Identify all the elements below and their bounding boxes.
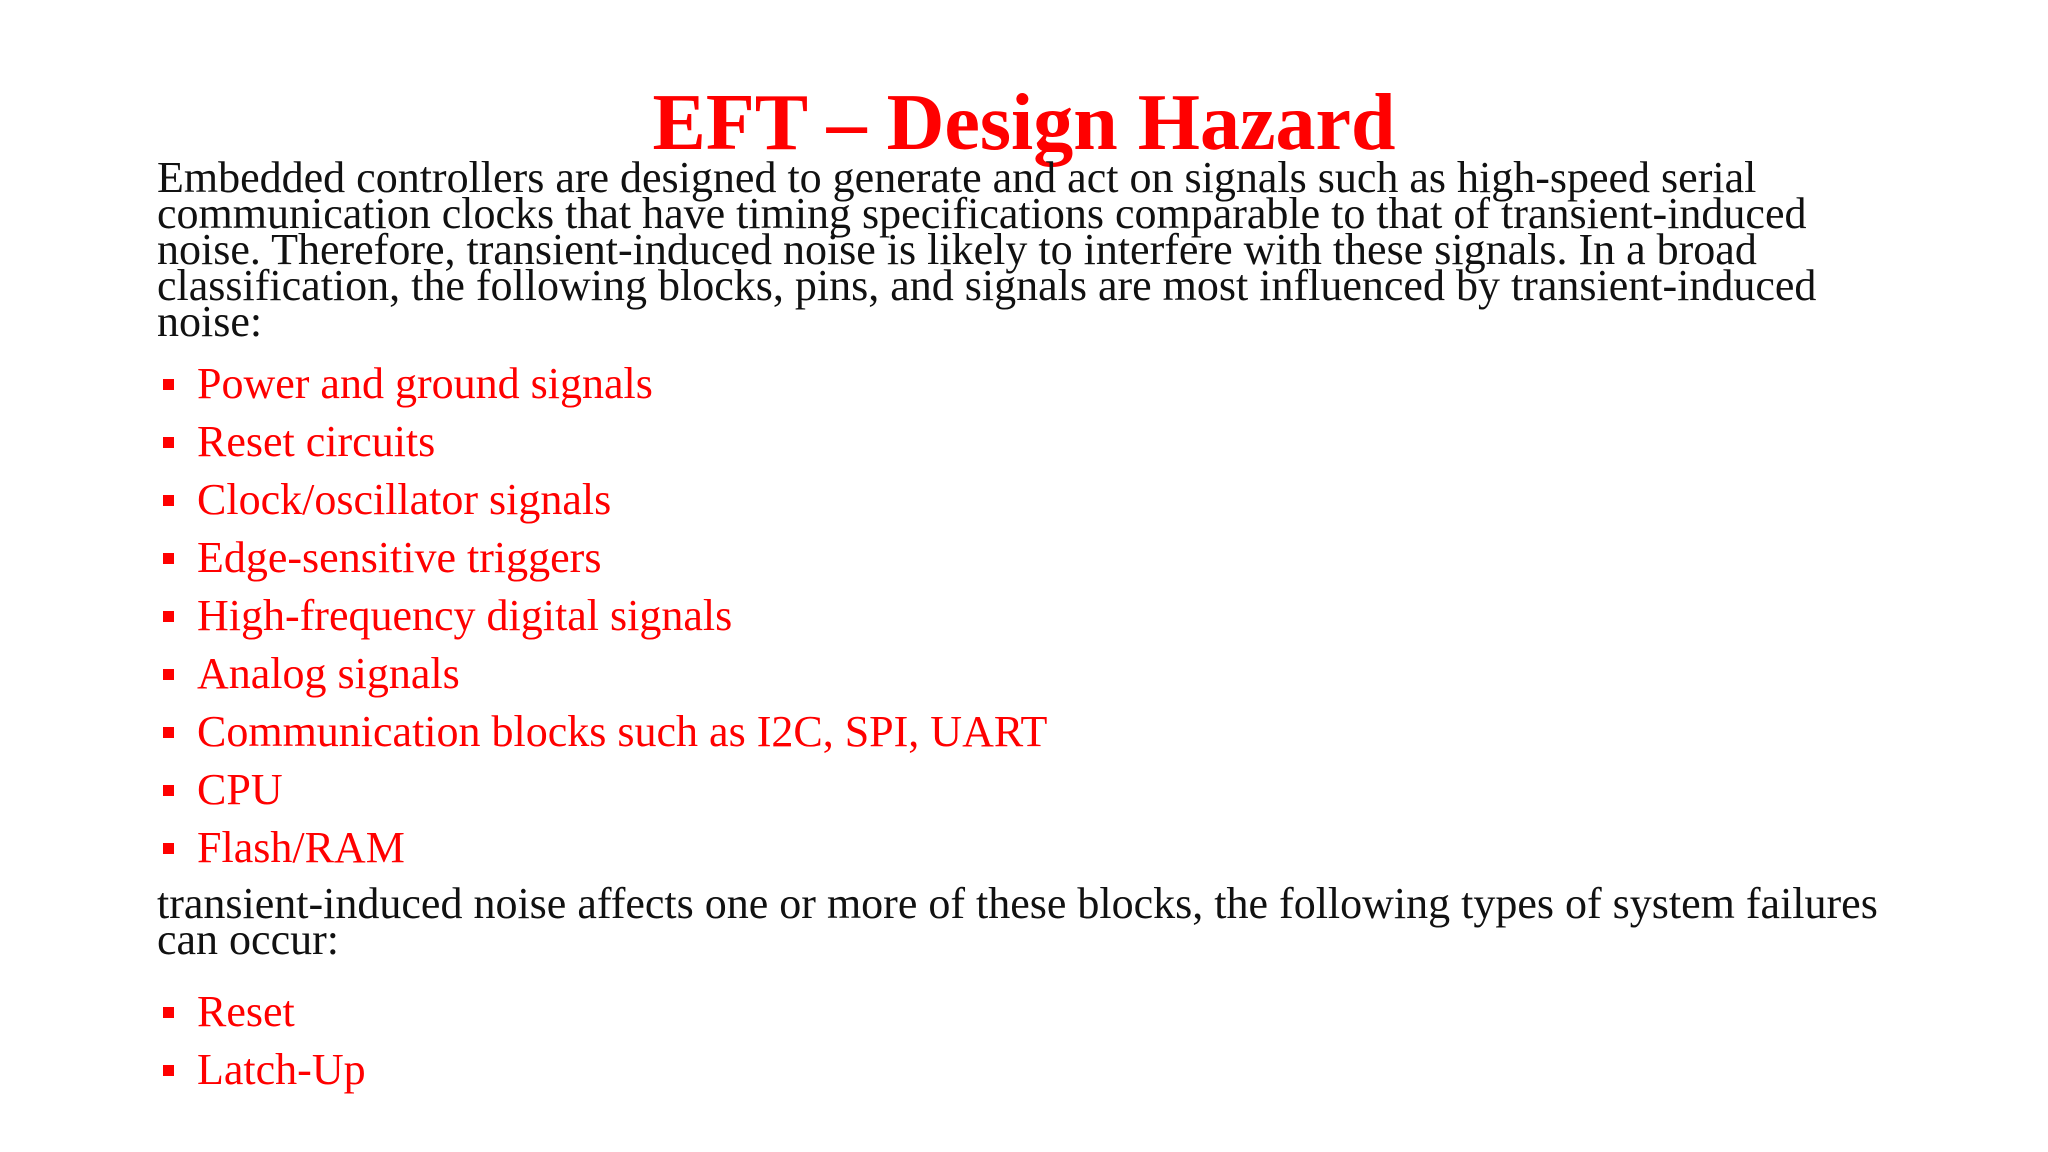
square-bullet-icon xyxy=(163,379,174,390)
list-item xyxy=(157,703,1047,761)
square-bullet-icon xyxy=(163,843,174,854)
list-item-label: Power and ground signals xyxy=(197,359,653,408)
influenced-blocks-list xyxy=(157,355,1047,877)
square-bullet-icon xyxy=(163,669,174,680)
list-item-label: High-frequency digital signals xyxy=(197,591,733,640)
square-bullet-icon xyxy=(163,553,174,564)
list-item-label: Analog signals xyxy=(197,649,460,698)
square-bullet-icon xyxy=(163,727,174,738)
list-item-label: Edge-sensitive triggers xyxy=(197,533,602,582)
list-item xyxy=(157,819,1047,877)
list-item-label: Clock/oscillator signals xyxy=(197,475,612,524)
slide-title: EFT – Design Hazard xyxy=(652,79,1396,167)
list-item-label: Reset xyxy=(197,987,295,1036)
list-item xyxy=(157,471,1047,529)
list-item-label: CPU xyxy=(197,765,283,814)
square-bullet-icon xyxy=(163,611,174,622)
square-bullet-icon xyxy=(163,785,174,796)
list-item-label: Latch-Up xyxy=(197,1045,366,1094)
failure-types-list xyxy=(157,983,366,1099)
outro-paragraph: transient-induced noise affects one or more of these blocks, the following types of system failures can occur: xyxy=(157,879,1878,964)
list-item-label: Reset circuits xyxy=(197,417,436,466)
square-bullet-icon xyxy=(163,1007,174,1018)
list-item xyxy=(157,645,1047,703)
list-item xyxy=(157,983,366,1041)
list-item-label: Flash/RAM xyxy=(197,823,405,872)
square-bullet-icon xyxy=(163,437,174,448)
list-item-label: Communication blocks such as I2C, SPI, UART xyxy=(197,707,1048,756)
intro-paragraph: Embedded controllers are designed to generate and act on signals such as high-speed serial communication clocks that have timing specifications comparable to that of transient-induced noise. Therefore, transient-induced noise is likely to interfere with these signals. In a broad classification, the following blocks, pins, and signals are most influenced by transient-induced noise: xyxy=(157,153,1817,346)
list-item xyxy=(157,413,1047,471)
list-item xyxy=(157,1041,366,1099)
list-item xyxy=(157,529,1047,587)
list-item xyxy=(157,355,1047,413)
list-item xyxy=(157,761,1047,819)
square-bullet-icon xyxy=(163,1065,174,1076)
square-bullet-icon xyxy=(163,495,174,506)
list-item xyxy=(157,587,1047,645)
